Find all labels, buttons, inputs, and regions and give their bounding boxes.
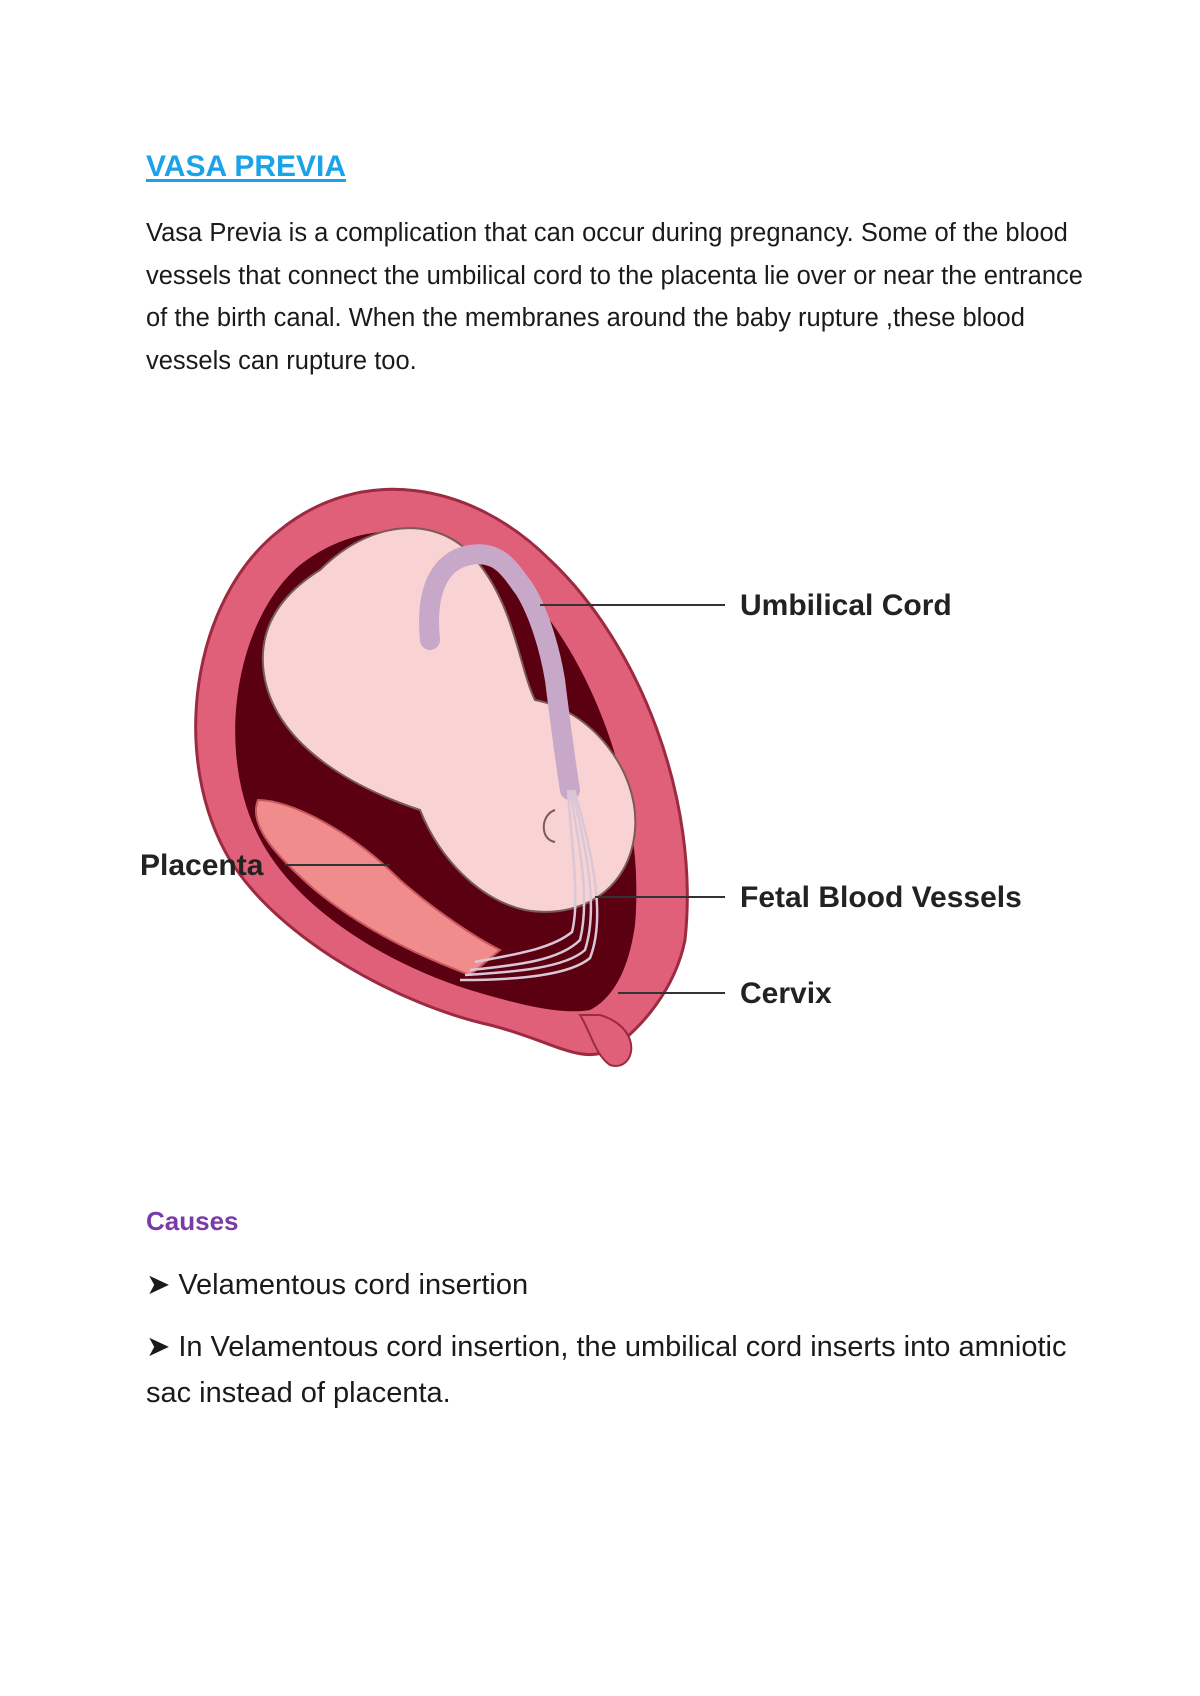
umbilical-cord-label: Umbilical Cord bbox=[740, 589, 952, 622]
placenta-label: Placenta bbox=[140, 849, 264, 882]
causes-list-item bbox=[146, 1262, 1106, 1308]
causes-heading: Causes bbox=[146, 1206, 239, 1236]
bullet-arrow-icon: ➤ bbox=[146, 1269, 171, 1301]
causes-item-text: In Velamentous cord insertion, the umbilical cord inserts into amniotic sac instead of placenta. bbox=[146, 1331, 1067, 1409]
bullet-arrow-icon: ➤ bbox=[146, 1331, 171, 1363]
causes-item-text: Velamentous cord insertion bbox=[178, 1269, 529, 1301]
intro-paragraph: Vasa Previa is a complication that can occur during pregnancy. Some of the blood vessels that connect the umbilical cord to the placenta lie over or near the entrance of the birth canal. When the membranes around the baby rupture ,these blood vessels can rupture too. bbox=[146, 219, 1083, 375]
fetal-blood-vessels-label: Fetal Blood Vessels bbox=[740, 881, 1022, 914]
cervix-label: Cervix bbox=[740, 977, 832, 1010]
page-title: VASA PREVIA bbox=[146, 150, 347, 183]
causes-list-item bbox=[146, 1324, 1106, 1416]
vasa-previa-diagram bbox=[140, 470, 1080, 1090]
